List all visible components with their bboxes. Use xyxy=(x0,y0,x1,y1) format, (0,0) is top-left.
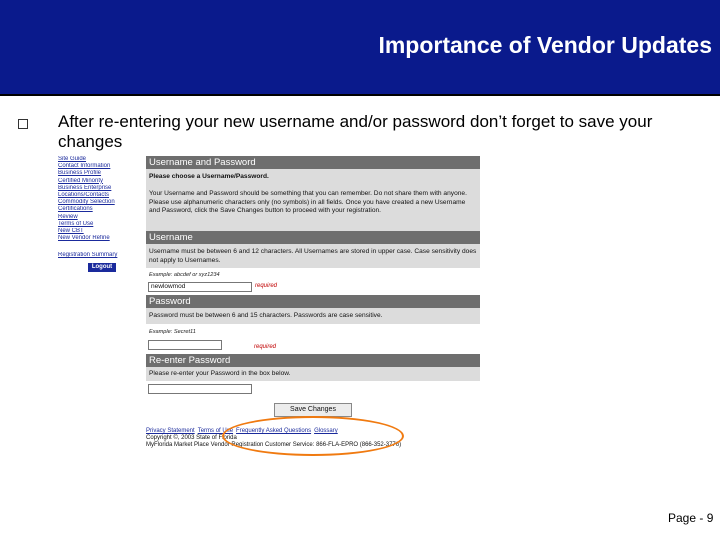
username-example: Example: abcdef or xyz1234 xyxy=(146,268,480,280)
reenter-row xyxy=(146,381,480,397)
password-rules: Password must be between 6 and 15 characters. Passwords are case sensitive. xyxy=(146,308,480,324)
footer-link-privacy[interactable]: Privacy Statement xyxy=(146,428,195,434)
copyright-text: Copyright ©, 2003 State of Florida xyxy=(146,435,237,441)
section-header-reenter-password: Re-enter Password xyxy=(146,354,480,367)
intro-text: Your Username and Password should be something that you can remember. Do not share them with anyone. Please use alphanumeric characters only (no symbols) in all fields. Once you have created a new Username and Password, click the Save Changes button to proceed with your registration. xyxy=(146,185,480,231)
bullet-text: After re-entering your new username and/or password don’t forget to save your changes xyxy=(58,112,653,151)
slide-title-bar xyxy=(0,0,720,96)
nav-item-site-guide[interactable]: Site Guide xyxy=(58,156,87,162)
section-header-password: Password xyxy=(146,295,480,308)
logout-button[interactable]: Logout xyxy=(88,263,116,272)
nav-item-review[interactable]: Review xyxy=(58,213,78,220)
password-input[interactable] xyxy=(148,340,222,350)
password-row xyxy=(146,336,480,354)
nav-item-certifications[interactable]: Certifications xyxy=(58,206,93,213)
nav-item-new-vendor-refine[interactable]: New Vendor Refine xyxy=(58,235,110,242)
username-input[interactable]: newlowmod xyxy=(148,282,252,292)
nav-item-locations-contacts[interactable]: Locations/Contacts xyxy=(58,192,110,199)
support-text: MyFlorida Market Place Vendor Registration Customer Service: 866-FLA-EPRO (866-352-3776) xyxy=(146,442,402,448)
nav-item-registration-summary[interactable]: Registration Summary xyxy=(58,252,118,259)
left-nav xyxy=(58,156,142,306)
username-rules: Username must be between 6 and 12 characters. All Usernames are stored in upper case. Case sensitivity does not apply to Usernames. xyxy=(146,244,480,268)
page-number: Page - 9 xyxy=(668,511,714,525)
reenter-password-input[interactable] xyxy=(148,384,252,394)
footer-link-faq[interactable]: Frequently Asked Questions xyxy=(236,428,312,434)
section-header-username-password: Username and Password xyxy=(146,156,480,169)
registration-form-panel xyxy=(146,156,480,449)
password-example: Example: Secret11 xyxy=(146,324,480,336)
footer-link-glossary[interactable]: Glossary xyxy=(314,428,338,434)
section-header-username: Username xyxy=(146,231,480,244)
nav-item-business-enterprise[interactable]: Business Enterprise xyxy=(58,184,112,191)
nav-item-commodity-selection[interactable]: Commodity Selection xyxy=(58,199,115,206)
highlight-oval xyxy=(222,416,404,456)
password-required: required xyxy=(254,344,277,350)
slide-title: Importance of Vendor Updates xyxy=(378,32,712,58)
nav-item-certified-minority[interactable]: Certified Minority xyxy=(58,177,104,184)
nav-item-business-profile[interactable]: Business Profile xyxy=(58,170,102,177)
nav-item-contact-information[interactable]: Contact Information xyxy=(58,163,111,170)
footer-link-terms[interactable]: Terms of Use xyxy=(197,428,234,434)
save-changes-button[interactable]: Save Changes xyxy=(274,403,352,417)
nav-item-terms-of-use[interactable]: Terms of Use xyxy=(58,220,94,227)
reenter-rules: Please re-enter your Password in the box below. xyxy=(146,367,480,381)
username-row xyxy=(146,280,480,295)
choose-label: Please choose a Username/Password. xyxy=(146,169,480,185)
bullet-icon xyxy=(18,119,28,129)
nav-item-new-cbt[interactable]: New CBT xyxy=(58,228,84,235)
username-required: required xyxy=(255,283,278,289)
